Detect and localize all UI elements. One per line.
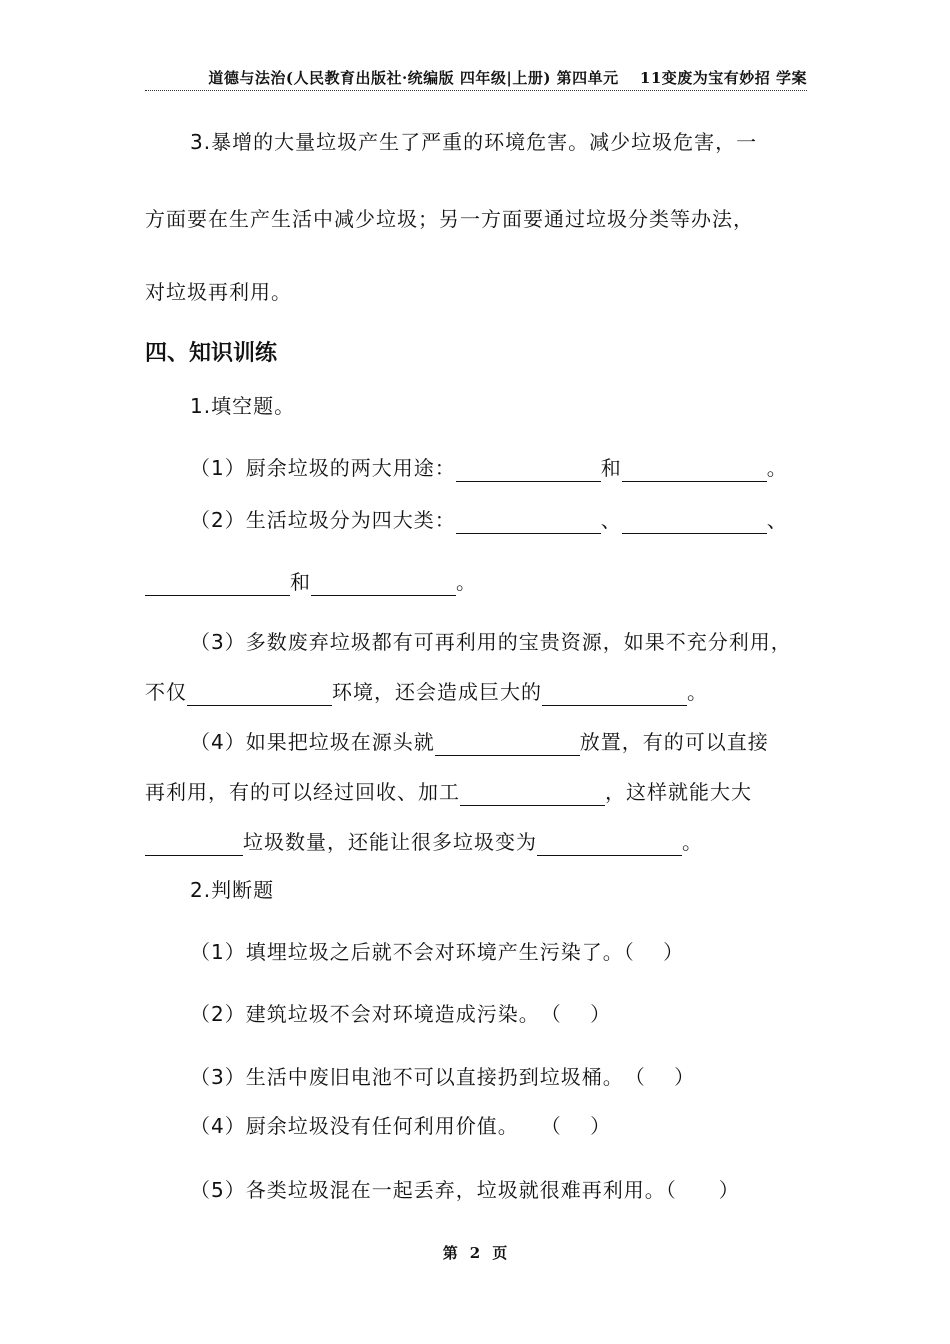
answer-blank[interactable] <box>622 459 767 482</box>
answer-blank[interactable] <box>145 573 290 596</box>
answer-blank[interactable] <box>460 783 605 806</box>
judge-item-2: （2）建筑垃圾不会对环境造成污染。 （ ） <box>190 1002 612 1026</box>
footer-prefix: 第 <box>442 1244 458 1262</box>
q1-4-text2: 再利用，有的可以经过回收、加工 <box>145 780 460 804</box>
q1-1-text: （1）厨余垃圾的两大用途： <box>190 456 456 480</box>
question-2-title: 2.判断题 <box>190 878 275 902</box>
question-1-2-line-2 <box>145 568 477 596</box>
answer-blank[interactable] <box>542 683 687 706</box>
question-1-4-line-3 <box>145 828 703 856</box>
q1-3-text: 不仅 <box>145 680 187 704</box>
q1-2-sep1: 、 <box>600 508 622 532</box>
q1-2-text: （2）生活垃圾分为四大类： <box>190 508 456 532</box>
intro-paragraph-line-3: 对垃圾再利用。 <box>145 280 292 304</box>
answer-blank[interactable] <box>311 573 456 596</box>
q1-3-end: 。 <box>687 680 708 704</box>
answer-blank[interactable] <box>187 683 332 706</box>
judge-item-4: （4）厨余垃圾没有任何利用价值。 （ ） <box>190 1114 612 1138</box>
question-1-2-line-1 <box>190 506 788 534</box>
judge-item-5: （5）各类垃圾混在一起丢弃，垃圾就很难再利用。（ ） <box>190 1178 740 1202</box>
intro-paragraph-line-1: 3.暴增的大量垃圾产生了严重的环境危害。减少垃圾危害，一 <box>190 130 758 154</box>
answer-blank[interactable] <box>537 833 682 856</box>
intro-paragraph-line-2: 方面要在生产生活中减少垃圾；另一方面要通过垃圾分类等办法， <box>145 207 754 231</box>
q1-2-sep2: 、 <box>766 508 788 532</box>
page-header: 道德与法治(人民教育出版社·统编版 四年级|上册) 第四单元 11变废为宝有妙招 学案 <box>145 66 807 91</box>
q1-4-mid: 放置，有的可以直接 <box>579 730 769 754</box>
section-heading: 四、知识训练 <box>145 341 278 366</box>
question-1-3-line-1: （3）多数废弃垃圾都有可再利用的宝贵资源，如果不充分利用， <box>190 630 792 654</box>
page-footer <box>0 1242 950 1263</box>
judge-item-1: （1）填埋垃圾之后就不会对环境产生污染了。（ ） <box>190 940 685 964</box>
q1-4-mid2: ，这样就能大大 <box>605 780 752 804</box>
question-1-4-line-2 <box>145 778 752 806</box>
answer-blank[interactable] <box>435 733 580 756</box>
answer-blank[interactable] <box>456 459 601 482</box>
answer-blank[interactable] <box>622 511 767 534</box>
q1-1-end: 。 <box>766 456 788 480</box>
q1-4-end: 。 <box>682 830 703 854</box>
footer-suffix: 页 <box>492 1244 508 1262</box>
judge-item-3: （3）生活中废旧电池不可以直接扔到垃圾桶。 （ ） <box>190 1065 696 1089</box>
q1-2-and: 和 <box>290 570 311 594</box>
question-1-title: 1.填空题。 <box>190 394 296 418</box>
q1-2-end: 。 <box>456 570 477 594</box>
page-number: 2 <box>469 1244 481 1262</box>
question-1-1 <box>190 454 788 482</box>
question-1-3-line-2 <box>145 678 708 706</box>
q1-4-text: （4）如果把垃圾在源头就 <box>190 730 435 754</box>
q1-1-and: 和 <box>600 456 622 480</box>
answer-blank[interactable] <box>145 833 243 856</box>
answer-blank[interactable] <box>456 511 601 534</box>
q1-3-mid: 环境，还会造成巨大的 <box>332 680 542 704</box>
question-1-4-line-1 <box>190 728 769 756</box>
q1-4-text3: 垃圾数量，还能让很多垃圾变为 <box>243 830 537 854</box>
